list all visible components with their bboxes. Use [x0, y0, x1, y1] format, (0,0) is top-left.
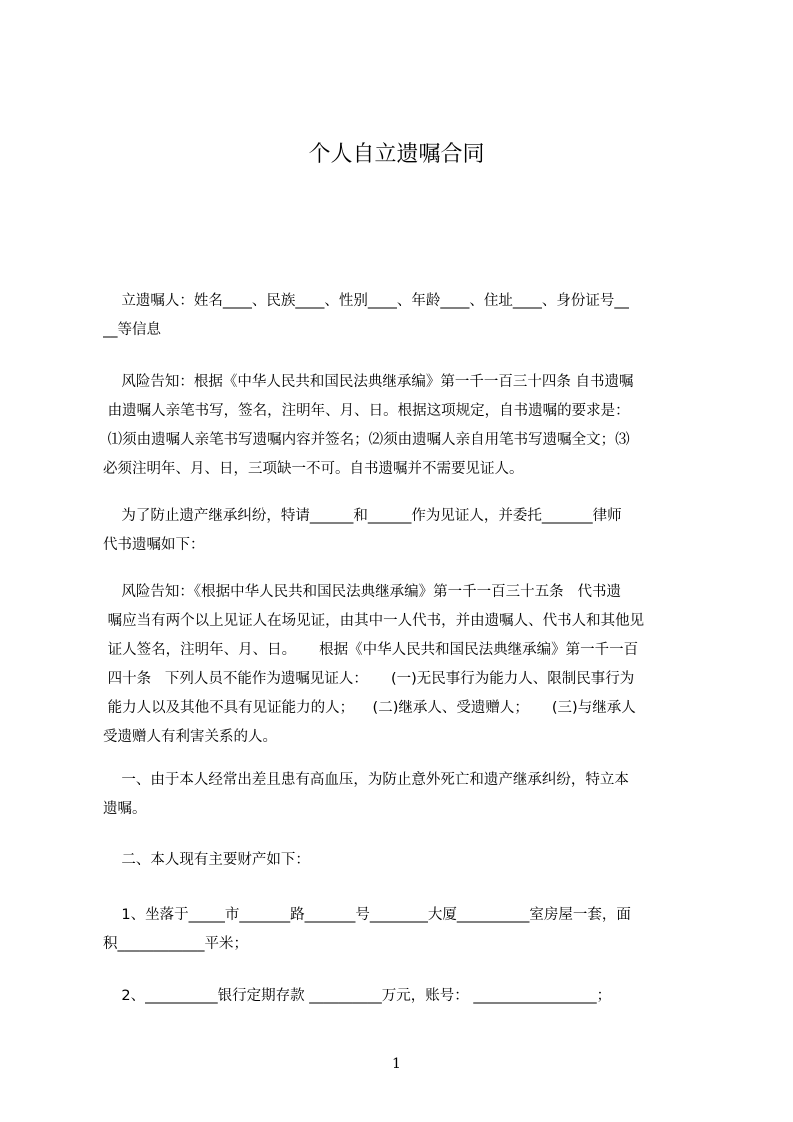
text-line: 代书遗嘱如下： — [103, 537, 205, 553]
text-line: 积____________平米； — [103, 936, 248, 952]
text-line: 嘱应当有两个以上见证人在场见证，由其中一人代书，并由遗嘱人、代书人和其他见 — [103, 613, 645, 629]
text-line: 风险告知：《根据中华人民共和国民法典继承编》第一千一百三十五条 代书遗 — [103, 584, 622, 600]
text-line: 四十条 下列人员不能作为遗嘱见证人： (一)无民事行为能力人、限制民事行为 — [103, 671, 635, 687]
text-line: 证人签名，注明年、月、日。 根据《中华人民共和国民法典继承编》第一千一百 — [103, 642, 639, 658]
text-line: 为了防止遗产继承纠纷，特请______和______作为见证人，并委托_______律师 — [103, 508, 622, 524]
text-line: 二、本人现有主要财产如下： — [103, 852, 310, 868]
risk-notice-handwritten-will-paragraph — [103, 368, 703, 484]
text-line: 受遗赠人有利害关系的人。 — [103, 729, 277, 745]
text-line: 2、__________银行定期存款 __________万元，账号： _________________； — [103, 988, 612, 1004]
text-line: 立遗嘱人：姓名____、民族____、性别____、年龄____、住址____、身份证号__ — [103, 293, 629, 309]
witness-paragraph — [103, 502, 703, 560]
text-line: 遗嘱。 — [103, 801, 147, 817]
text-line: __等信息 — [103, 322, 161, 338]
text-line: 一、由于本人经常出差且患有高血压，为防止意外死亡和遗产继承纠纷，特立本 — [103, 772, 629, 788]
clause-two-paragraph — [103, 846, 703, 875]
risk-notice-proxy-will-paragraph — [103, 578, 703, 752]
property-item-two-paragraph — [103, 982, 703, 1011]
clause-one-paragraph — [103, 766, 703, 824]
page-number: 1 — [392, 1056, 401, 1072]
text-line: 1、坐落于_____市_______路_______号________大厦__________室房屋一套，面 — [103, 907, 631, 923]
document-title: 个人自立遗嘱合同 — [308, 142, 485, 167]
text-line: 能力人以及其他不具有见证能力的人； (二)继承人、受遗赠人； (三)与继承人 — [103, 700, 636, 716]
text-line: 风险告知：根据《中华人民共和国民法典继承编》第一千一百三十四条 自书遗嘱 — [103, 374, 634, 390]
text-line: 由遗嘱人亲笔书写，签名，注明年、月、日。根据这项规定，自书遗嘱的要求是： — [103, 403, 630, 419]
text-line: 必须注明年、月、日，三项缺一不可。自书遗嘱并不需要见证人。 — [103, 461, 524, 477]
testator-info-paragraph — [103, 287, 703, 345]
property-item-one-paragraph — [103, 901, 703, 959]
text-line: ⑴须由遗嘱人亲笔书写遗嘱内容并签名；⑵须由遗嘱人亲自用笔书写遗嘱全文；⑶ — [103, 432, 630, 448]
